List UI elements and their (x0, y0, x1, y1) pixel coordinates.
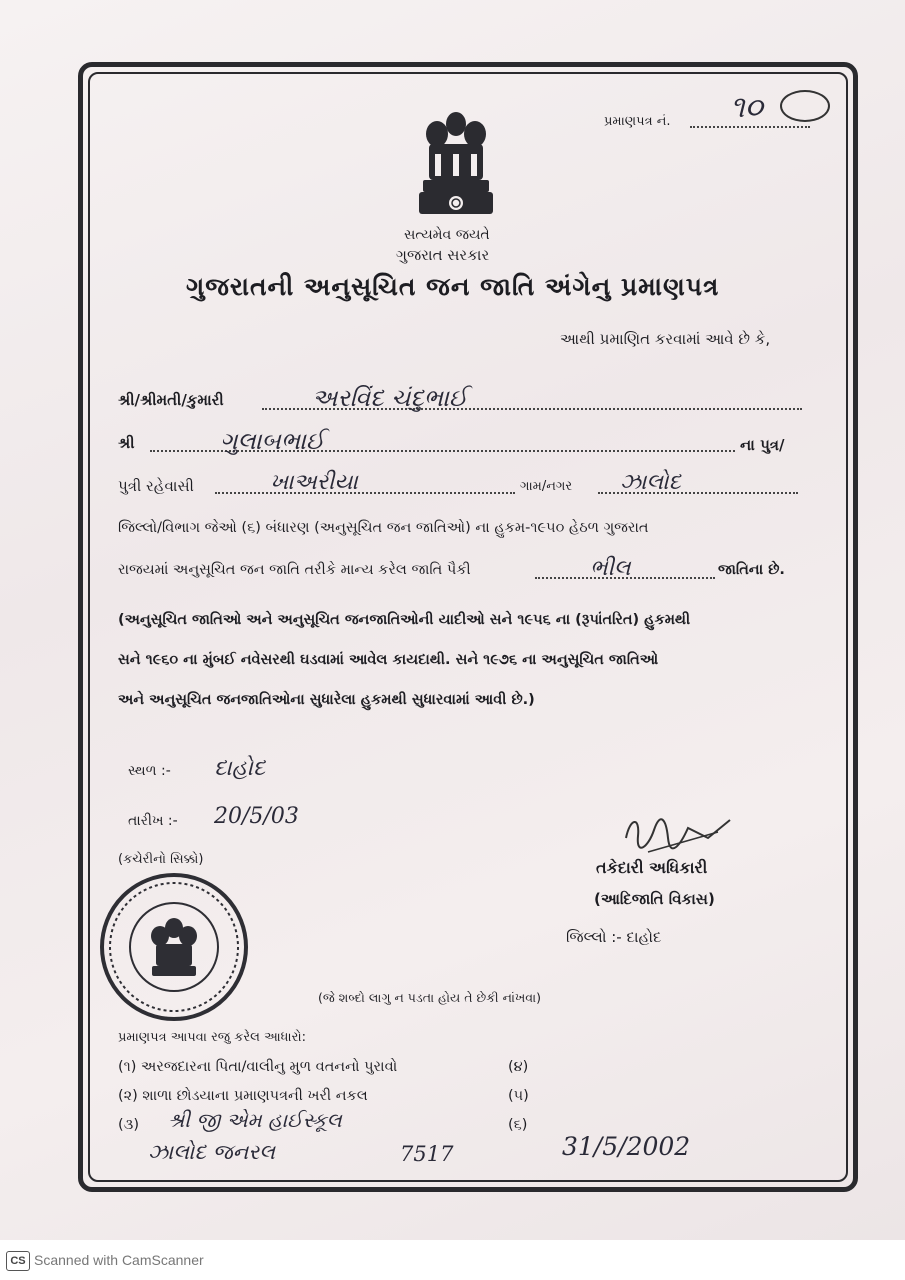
place-label: સ્થળ :- (128, 763, 171, 779)
date-value: 20/5/03 (214, 804, 299, 829)
bottom-note: ઝાલોદ જનરલ (148, 1140, 275, 1164)
son-label: ના પુત્ર/ (740, 436, 785, 454)
camscanner-logo-icon: CS (6, 1251, 30, 1271)
basis-number-5: (૫) (508, 1088, 529, 1104)
note-line-2: સને ૧૯૬૦ ના મુંબઈ નવેસરથી ઘડવામાં આવેલ કાયદાથી. સને ૧૯૭૬ ના અનુસૂચિત જાતિઓ (118, 652, 659, 668)
date-label: તારીખ :- (128, 813, 178, 829)
officer-title: તકેદારી અધિકારી (596, 858, 708, 877)
bottom-number: 7517 (400, 1142, 454, 1166)
body-line-2b: જાતિના છે. (718, 562, 785, 578)
basis-item-3-value: શ્રી જી એમ હાઈસ્કૂલ (168, 1108, 342, 1132)
father-value: ગુલાબભાઈ (220, 427, 325, 455)
office-seal-icon (98, 868, 250, 1026)
village-value: ઝાલોદ (620, 470, 681, 495)
note-line-3: અને અનુસૂચિત જનજાતિઓના સુધારેલા હુકમથી સુધારવામાં આવી છે.) (118, 692, 535, 708)
motto: સત્યમેવ જયતે (404, 227, 490, 243)
note-line-1: (અનુસૂચિત જાતિઓ અને અનુસૂચિત જનજાતિઓની યાદીઓ સને ૧૯૫૬ ના (રૂપાંતરિત) હુકમથી (118, 612, 691, 628)
tribe-value: ભીલ (590, 556, 631, 581)
basis-number-6: (૬) (508, 1117, 528, 1133)
basis-item-2: (૨) શાળા છોડયાના પ્રમાણપત્રની ખરી નકલ (118, 1088, 368, 1104)
cert-no-label: પ્રમાણપત્ર નં. (604, 114, 671, 129)
scanner-footer (0, 1240, 905, 1280)
officer-signature (618, 808, 738, 858)
office-stamp-label: (કચેરીનો સિક્કો) (118, 852, 204, 867)
cert-no-circle (780, 90, 830, 122)
name-value: અરવિંદ ચંદુભાઈ (312, 384, 468, 412)
bottom-date: 31/5/2002 (562, 1132, 691, 1161)
father-label: શ્રી (118, 434, 135, 452)
basis-item-3: (૩) (118, 1117, 139, 1133)
body-line-2a: રાજયમાં અનુસૂચિત જન જાતિ તરીકે માન્ય કરેલ જાતિ પૈકી (118, 562, 471, 578)
place-value: દાહોદ (214, 756, 266, 781)
strike-note: (જે શબ્દો લાગુ ન પડતા હોય તે છેકી નાંખવા) (318, 990, 541, 1005)
district-label: જિલ્લો :- દાહોદ (566, 928, 662, 946)
national-emblem-icon (415, 104, 497, 222)
cert-no-value: ૧૦ (730, 90, 763, 125)
village-label: ગામ/નગર (520, 479, 573, 494)
scanner-text: Scanned with CamScanner (34, 1252, 204, 1268)
basis-item-1: (૧) અરજદારના પિતા/વાલીનુ મુળ વતનનો પુરાવો (118, 1059, 398, 1075)
certify-line: આથી પ્રમાણિત કરવામાં આવે છે કે, (560, 330, 771, 348)
residence-value: ખાઅરીયા (270, 470, 358, 495)
basis-number-4: (૪) (508, 1059, 529, 1075)
residence-label: પુત્રી રહેવાસી (118, 477, 194, 495)
certificate-title: ગુજરાતની અનુસૂચિત જન જાતિ અંગેનુ પ્રમાણપત્ર (186, 272, 720, 301)
basis-label: પ્રમાણપત્ર આપવા રજુ કરેલ આધારો: (118, 1030, 306, 1045)
government-name: ગુજરાત સરકાર (396, 246, 490, 264)
officer-dept: (આદિજાતિ વિકાસ) (594, 890, 715, 908)
residence-dots (215, 492, 515, 494)
cert-no-dots (690, 126, 810, 128)
name-label: શ્રી/શ્રીમતી/કુમારી (118, 391, 224, 409)
body-line-1: જિલ્લો/વિભાગ જેઓ (૬) બંધારણ (અનુસૂચિત જન જાતિઓ) ના હુકમ-૧૯૫૦ હેઠળ ગુજરાત (118, 520, 649, 536)
